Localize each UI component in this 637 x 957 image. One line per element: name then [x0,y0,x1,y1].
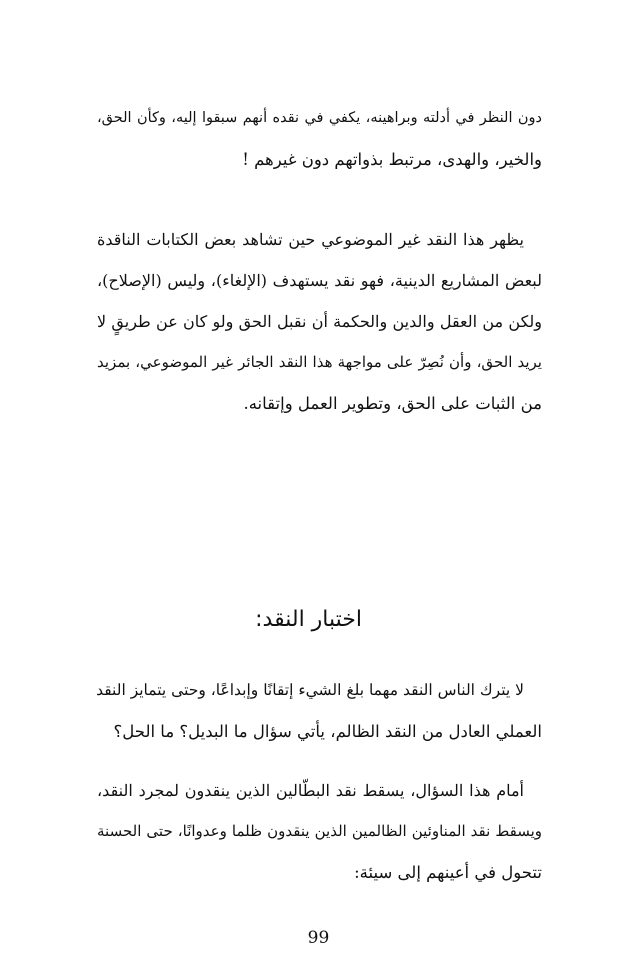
paragraph-line: لبعض المشاريع الدينية، فهو نقد يستهدف (الإلغاء)، وليس (الإصلاح)، [97,271,542,290]
page-number: 99 [307,928,330,948]
paragraph-line: والخير، والهدى، مرتبط بذواتهم دون غيرهم ! [242,150,542,169]
paragraph-line: يظهر هذا النقد غير الموضوعي حين تشاهد بعض الكتابات الناقدة [97,230,524,249]
paragraph-line: تتحول في أعينهم إلى سيئة: [354,863,542,882]
paragraph-2 [97,219,542,424]
paragraph-line: العملي العادل من النقد الظالم، يأتي سؤال ما البديل؟ ما الحل؟ [113,722,542,741]
paragraph-4 [97,770,542,893]
paragraph-line: أمام هذا السؤال، يسقط نقد البطّالين الذين ينقدون لمجرد النقد، [97,781,524,800]
paragraph-line: لا يترك الناس النقد مهما بلغ الشيء إتقانًا وإبداعًا، وحتى يتمايز النقد [96,681,524,699]
paragraph-line: يريد الحق، وأن نُصِرّ على مواجهة هذا النقد الجائر غير الموضوعي، بمزيد [97,353,542,371]
paragraph-line: ويسقط نقد المناوئين الظالمين الذين ينقدون ظلما وعدوانًا، حتى الحسنة [97,822,542,840]
paragraph-line: دون النظر في أدلته وبراهينه، يكفي في نقده أنهم سبقوا إليه، وكأن الحق، [97,110,542,126]
paragraph-line: ولكن من العقل والدين والحكمة أن نقبل الحق ولو كان عن طريقٍ لا [97,312,542,331]
paragraph-1 [97,98,542,180]
section-heading: اختبار النقد: [255,607,362,632]
paragraph-3 [97,670,542,752]
paragraph-line: من الثبات على الحق، وتطوير العمل وإتقانه. [243,394,542,413]
